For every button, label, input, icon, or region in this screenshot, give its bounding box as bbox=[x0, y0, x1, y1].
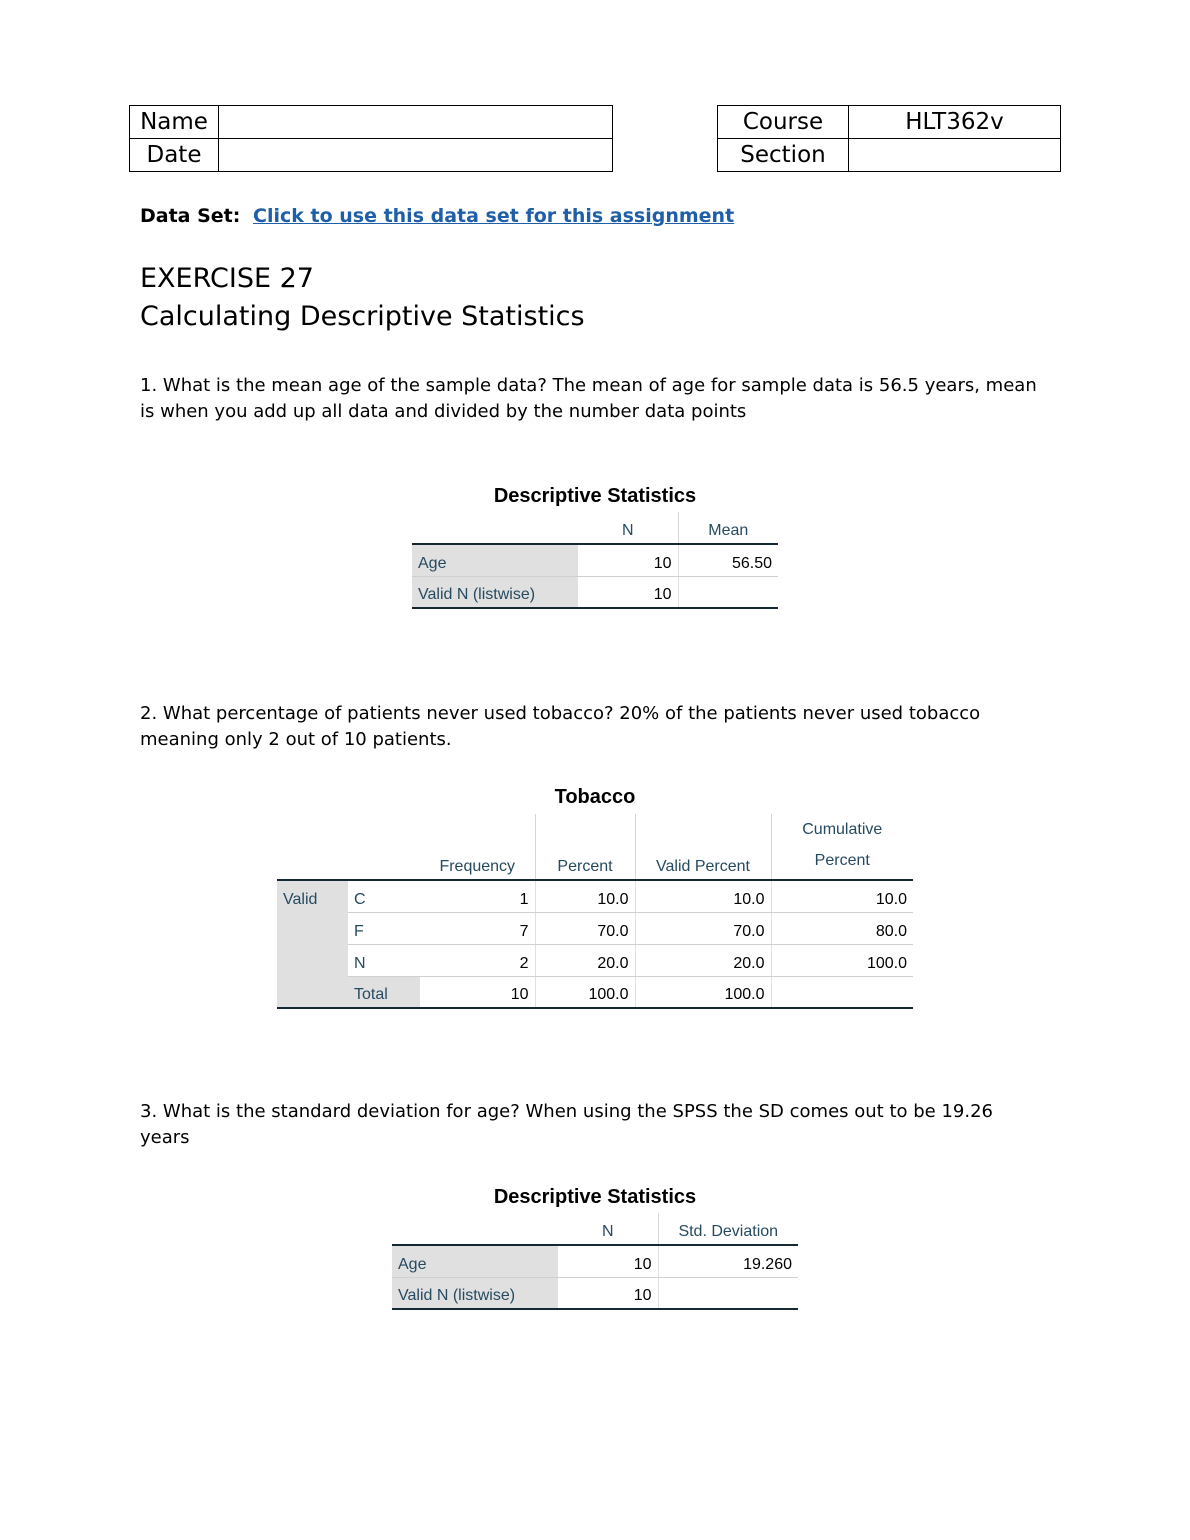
table2-row-label: C bbox=[348, 880, 420, 912]
table2-cell: 70.0 bbox=[535, 912, 635, 944]
table2-cell: 2 bbox=[420, 944, 535, 976]
table2-cell: 20.0 bbox=[635, 944, 771, 976]
dataset-link[interactable]: Click to use this data set for this assignment bbox=[253, 205, 735, 227]
question-2: 2. What percentage of patients never used tobacco? 20% of the patients never used tobacco meaning only 2 out of 10 patients. bbox=[140, 703, 981, 750]
table2-col-cumulative bbox=[771, 814, 913, 880]
date-label: Date bbox=[130, 139, 219, 172]
question-3: 3. What is the standard deviation for age? When using the SPSS the SD comes out to be 19.26 years bbox=[140, 1101, 993, 1148]
table2-group-fill bbox=[277, 912, 348, 944]
dataset-line bbox=[140, 205, 734, 227]
course-label: Course bbox=[718, 106, 849, 139]
table3-corner bbox=[392, 1213, 558, 1245]
table1 bbox=[412, 512, 778, 609]
exercise-title: Calculating Descriptive Statistics bbox=[140, 301, 585, 332]
table2-row-label: N bbox=[348, 944, 420, 976]
table3-title: Descriptive Statistics bbox=[493, 1186, 697, 1208]
table2-row-label: Total bbox=[348, 976, 420, 1008]
table2-corner bbox=[277, 814, 348, 880]
table1-col-mean: Mean bbox=[678, 512, 778, 544]
table2-title: Tobacco bbox=[554, 786, 636, 808]
table3-row-label: Valid N (listwise) bbox=[392, 1277, 558, 1309]
table2-cell: 70.0 bbox=[635, 912, 771, 944]
question-1: 1. What is the mean age of the sample data? The mean of age for sample data is 56.5 years, mean is when you add up all data and divided by the number data points bbox=[140, 375, 1037, 422]
table3-cell: 10 bbox=[558, 1245, 658, 1277]
dataset-label: Data Set: bbox=[140, 205, 241, 227]
table2-cell: 100.0 bbox=[771, 944, 913, 976]
table2 bbox=[277, 814, 913, 1009]
table2-cell: 80.0 bbox=[771, 912, 913, 944]
table2-col-percent: Percent bbox=[535, 814, 635, 880]
table2-col-valid-percent: Valid Percent bbox=[635, 814, 771, 880]
date-field[interactable] bbox=[219, 139, 613, 172]
section-label: Section bbox=[718, 139, 849, 172]
table1-corner bbox=[412, 512, 578, 544]
table2-row-label: F bbox=[348, 912, 420, 944]
table3-col-sd: Std. Deviation bbox=[658, 1213, 798, 1245]
name-field[interactable] bbox=[219, 106, 613, 139]
table2-group-label: Valid bbox=[277, 880, 348, 912]
course-section-table bbox=[717, 105, 1061, 172]
exercise-number: EXERCISE 27 bbox=[140, 263, 314, 294]
table1-cell: 56.50 bbox=[678, 544, 778, 576]
table1-row-label: Valid N (listwise) bbox=[412, 576, 578, 608]
table1-row-label: Age bbox=[412, 544, 578, 576]
table2-cell: 1 bbox=[420, 880, 535, 912]
table1-cell: 10 bbox=[578, 576, 678, 608]
table2-group-fill bbox=[277, 976, 348, 1008]
table1-title: Descriptive Statistics bbox=[493, 485, 697, 507]
table3 bbox=[392, 1213, 798, 1310]
table2-cell bbox=[771, 976, 913, 1008]
table3-col-n: N bbox=[558, 1213, 658, 1245]
table3-cell: 10 bbox=[558, 1277, 658, 1309]
table2-cell: 20.0 bbox=[535, 944, 635, 976]
table2-cell: 10.0 bbox=[635, 880, 771, 912]
table3-row-label: Age bbox=[392, 1245, 558, 1277]
table2-col-frequency: Frequency bbox=[420, 814, 535, 880]
table2-cell: 10.0 bbox=[535, 880, 635, 912]
table2-group-fill bbox=[277, 944, 348, 976]
table2-corner bbox=[348, 814, 420, 880]
table2-cell: 100.0 bbox=[635, 976, 771, 1008]
table2-cell: 7 bbox=[420, 912, 535, 944]
table2-cell: 100.0 bbox=[535, 976, 635, 1008]
table3-cell: 19.260 bbox=[658, 1245, 798, 1277]
course-field[interactable]: HLT362v bbox=[849, 106, 1061, 139]
table2-col-cumulative-line1: Cumulative bbox=[802, 821, 883, 838]
section-field[interactable] bbox=[849, 139, 1061, 172]
table1-cell bbox=[678, 576, 778, 608]
table3-cell bbox=[658, 1277, 798, 1309]
name-label: Name bbox=[130, 106, 219, 139]
table2-cell: 10.0 bbox=[771, 880, 913, 912]
table1-cell: 10 bbox=[578, 544, 678, 576]
table1-col-n: N bbox=[578, 512, 678, 544]
table2-cell: 10 bbox=[420, 976, 535, 1008]
name-date-table bbox=[129, 105, 613, 172]
table2-col-cumulative-line2: Percent bbox=[814, 852, 870, 869]
